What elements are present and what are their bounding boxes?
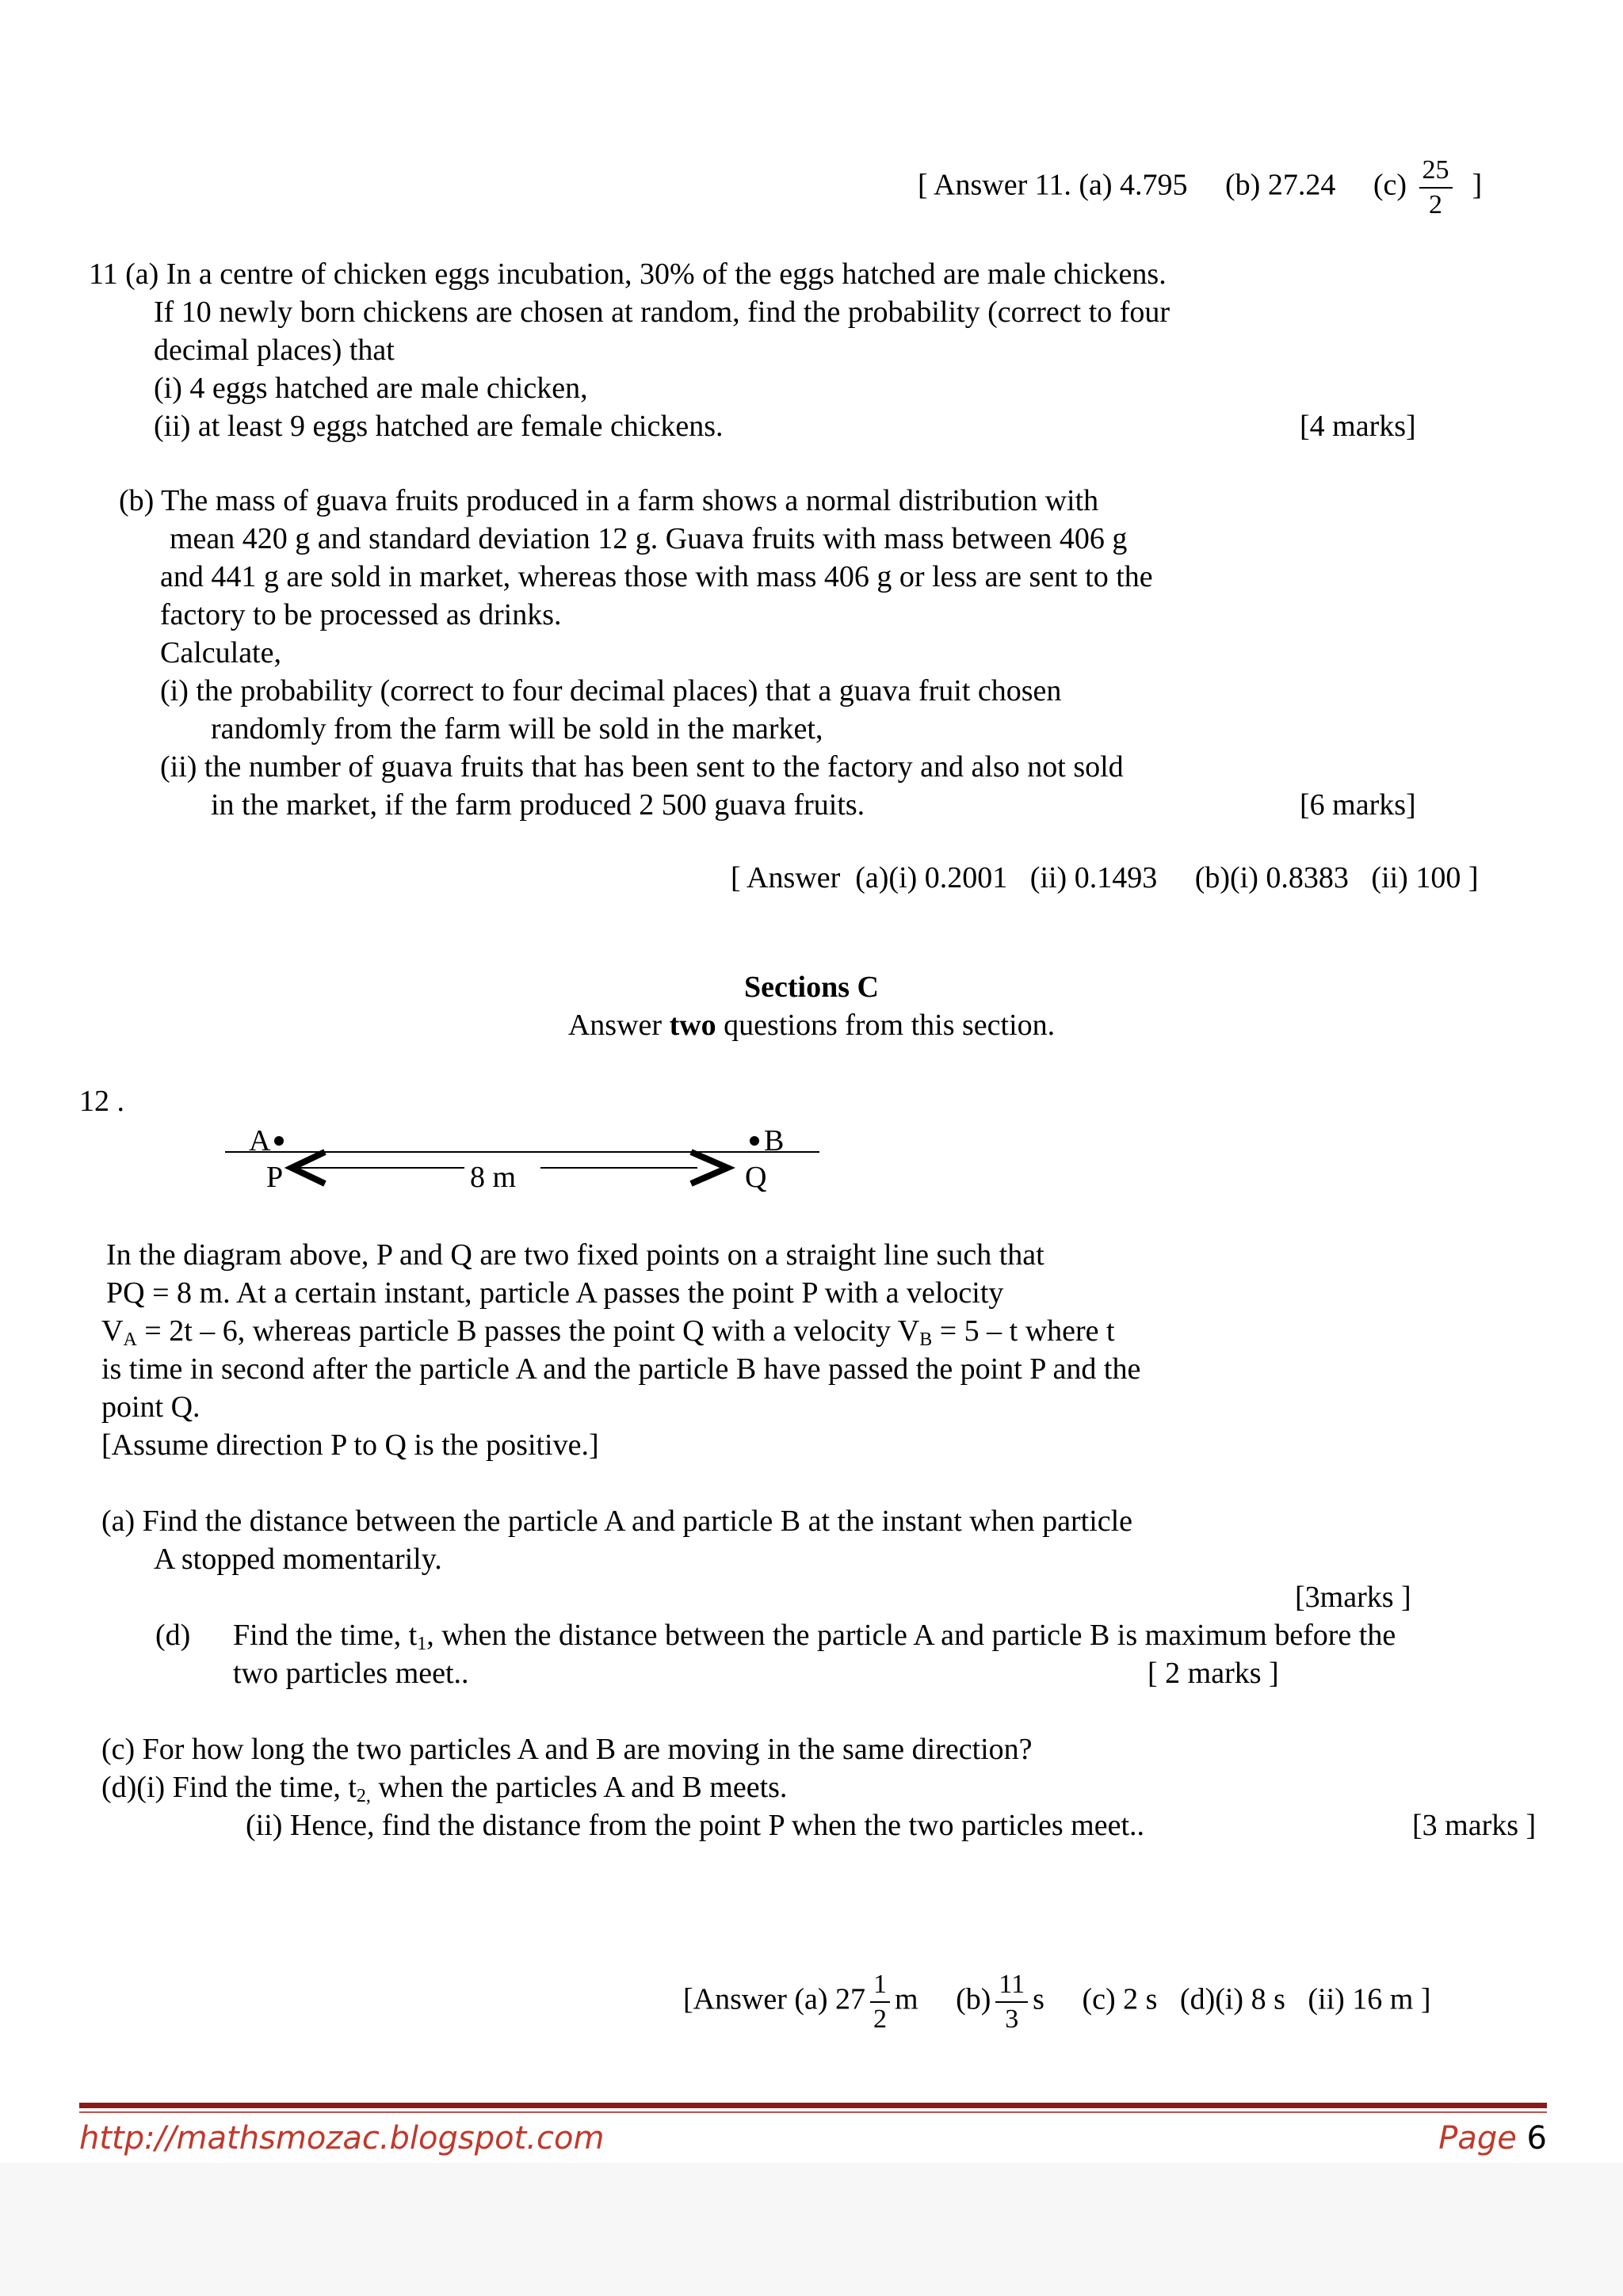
label-p: P (266, 1161, 284, 1194)
answer-11-top: [ Answer 11. (a) 4.795 (b) 27.24 (c) $\frac{25}{2}$ ] (918, 155, 1483, 219)
section-c-instruction: Answer two questions from this section. (567, 1009, 1056, 1042)
point-a-dot (274, 1136, 284, 1146)
q12-intro-line4: is time in second after the particle A and the particle B have passed the point P and the (101, 1352, 1141, 1386)
q12-a-line1: (a) Find the distance between the particle A and particle B at the instant when particle (101, 1505, 1133, 1538)
footer-website-link[interactable]: http://mathsmozac.blogspot.com (79, 2120, 605, 2157)
bottom-margin-band (0, 2163, 1623, 2296)
q11-b-line9: in the market, if the farm produced 2 500 guava fruits. (211, 788, 865, 822)
fraction-25-2: $\frac{25}{2}$ (1419, 157, 1453, 219)
q11-a-line2: If 10 newly born chickens are chosen at random, find the probability (correct to four (154, 296, 1170, 329)
q12-a-marks: [3marks ] (1295, 1581, 1411, 1614)
fraction-1-2: $\frac{1}{2}$ (870, 1971, 890, 2033)
footer-rule-thick (79, 2103, 1547, 2108)
section-c-title: Sections C (744, 971, 879, 1004)
q12-intro-line2: PQ = 8 m. At a certain instant, particle A passes the point P with a velocity (106, 1276, 1004, 1310)
q12-d-line1: Find the time, $t_1$, when the distance between the particle A and particle B is maximum before the (233, 1619, 1396, 1654)
q12-d-line2: two particles meet.. (233, 1657, 469, 1690)
q12-d-marks: [ 2 marks ] (1148, 1657, 1279, 1690)
q12-number: 12 . (79, 1085, 124, 1118)
q12-intro-line1: In the diagram above, P and Q are two fixed points on a straight line such that (106, 1238, 1044, 1272)
q11-b-line7: randomly from the farm will be sold in the market, (211, 712, 823, 746)
q11-b-line6: (i) the probability (correct to four decimal places) that a guava fruit chosen (160, 674, 1062, 707)
q12-di-line: (d)(i) Find the time, $t_{2,}$ when the particles A and B meets. (101, 1771, 788, 1806)
q11-a-line3: decimal places) that (154, 334, 395, 367)
q12-intro-line3: $V_A = 2t - 6$, whereas particle B passes the point Q with a velocity $V_B = 5 - t$ where t (101, 1314, 1115, 1350)
q12-dii-marks: [3 marks ] (1412, 1809, 1537, 1842)
q11-a-marks: [4 marks] (1300, 410, 1416, 443)
q11-a-line4: (i) 4 eggs hatched are male chicken, (154, 372, 588, 405)
q11-b-line4: factory to be processed as drinks. (160, 598, 562, 631)
q12-intro-line5: point Q. (101, 1390, 200, 1424)
q11-a-line5: (ii) at least 9 eggs hatched are female chickens. (154, 410, 724, 443)
q12-intro-line6: [Assume direction P to Q is the positive.] (101, 1428, 599, 1462)
q11-b-line1: (b) The mass of guava fruits produced in a farm shows a normal distribution with (119, 484, 1099, 517)
q11-a-line1: 11 (a) In a centre of chicken eggs incubation, 30% of the eggs hatched are male chickens. (89, 257, 1167, 291)
q11-b-line3: and 441 g are sold in market, whereas those with mass 406 g or less are sent to the (160, 560, 1153, 593)
q12-answer: [Answer (a) 27 $\frac{1}{2}$ m (b) $\frac{11}{3}$ s (c) 2 s (d)(i) 8 s (ii) 16 m ] (683, 1970, 1431, 2034)
q11-b-line2: mean 420 g and standard deviation 12 g. Guava fruits with mass between 406 g (170, 522, 1128, 555)
footer-page-number: Page 6 (1438, 2120, 1547, 2157)
q11-b-line8: (ii) the number of guava fruits that has been sent to the factory and also not sold (160, 750, 1124, 784)
label-a: A (249, 1124, 271, 1158)
q12-c-line: (c) For how long the two particles A and B are moving in the same direction? (101, 1733, 1033, 1766)
q11-b-line5: Calculate, (160, 636, 281, 669)
q12-d-label: (d) (155, 1619, 191, 1652)
particle-line-diagram (214, 1117, 832, 1204)
label-b: B (764, 1124, 785, 1158)
label-distance: 8 m (469, 1161, 517, 1194)
point-b-dot (750, 1136, 759, 1146)
q12-dii-line: (ii) Hence, find the distance from the point P when the two particles meet.. (246, 1809, 1145, 1842)
label-q: Q (745, 1161, 767, 1194)
q11-answer: [ Answer (a)(i) 0.2001 (ii) 0.1493 (b)(i) 0.8383 (ii) 100 ] (731, 861, 1479, 894)
q12-a-line2: A stopped momentarily. (154, 1543, 442, 1576)
q11-b-marks: [6 marks] (1300, 788, 1416, 822)
fraction-11-3: $\frac{11}{3}$ (995, 1971, 1028, 2033)
footer-rule-thin (79, 2111, 1547, 2113)
